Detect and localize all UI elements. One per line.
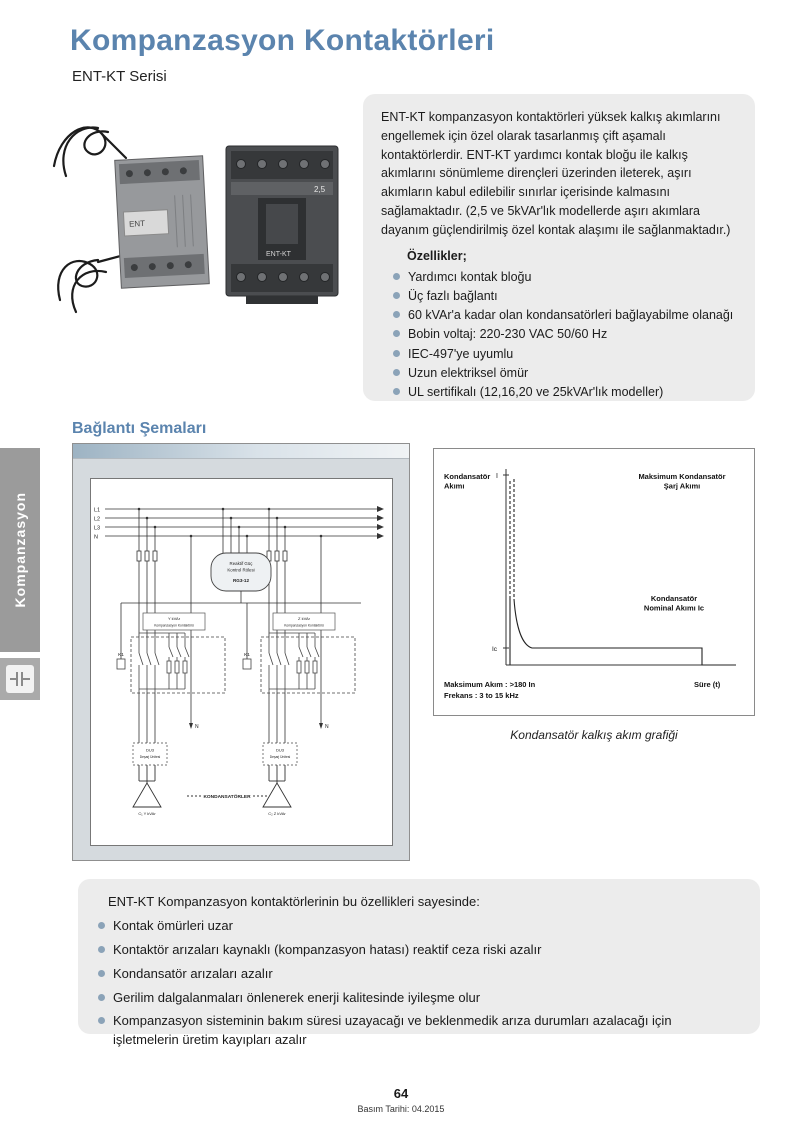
- graph-max-label-1: Maksimum Kondansatör: [638, 472, 726, 481]
- sidebar-tab-label: Kompanzasyon: [12, 492, 28, 608]
- product-photo-right-contactor: [226, 146, 338, 304]
- graph-caption: Kondansatör kalkış akım grafiği: [510, 728, 678, 742]
- k1-label-left: K1: [118, 653, 124, 658]
- graph-max-label-2: Şarj Akımı: [663, 481, 701, 491]
- bullet-icon: [393, 388, 400, 395]
- graph-nominal-label-2: Nominal Akımı Ic: [643, 603, 705, 613]
- k1-label-right: K1: [244, 653, 250, 658]
- capacitor-c1-label: C₁ Y kVAr: [138, 811, 156, 816]
- capacitor-c2-label: C₂ Z kVAr: [268, 811, 286, 816]
- feature-item: [393, 345, 737, 363]
- feature-item: [393, 268, 737, 286]
- relay-label-3: RG3-12: [232, 578, 250, 583]
- bullet-icon: [98, 946, 105, 953]
- feature-item: [393, 383, 737, 401]
- benefit-item: [98, 917, 740, 936]
- bullet-icon: [98, 970, 105, 977]
- relay-label-1: Reaktif Güç: [229, 561, 253, 566]
- bullet-icon: [393, 292, 400, 299]
- feature-text: IEC-497'ye uyumlu: [408, 346, 514, 361]
- benefits-box: [78, 879, 760, 1048]
- capacitor-icon: [6, 665, 34, 693]
- benefit-item: [98, 965, 740, 984]
- bullet-icon: [98, 1017, 105, 1024]
- contactor-y-label-2: Kompanzasyon Kontaktörü: [154, 623, 194, 628]
- discharge-unit-right: [263, 743, 297, 765]
- du3-right-label-1: DU3: [275, 747, 285, 753]
- phase-label-l3: L3: [94, 525, 101, 532]
- phase-label-l2: L2: [94, 516, 101, 523]
- bullet-icon: [393, 311, 400, 318]
- bullet-icon: [98, 922, 105, 929]
- benefit-text: Kontak ömürleri uzar: [113, 918, 233, 933]
- section-title-connection-diagrams: Bağlantı Şemaları: [72, 420, 207, 437]
- sidebar-category-icon-box: [0, 658, 40, 700]
- benefit-text: Gerilim dalgalanmaları önlenerek enerji kalitesinde iyileşme olur: [113, 989, 481, 1005]
- series-subtitle: ENT-KT Serisi: [72, 68, 167, 85]
- graph-ic-symbol: Ic: [492, 646, 498, 653]
- bullet-icon: [98, 994, 105, 1001]
- relay-label-2: Kontrol Rölesi: [227, 567, 255, 573]
- feature-text: Yardımcı kontak bloğu: [408, 270, 532, 284]
- neutral-label-right: N: [325, 724, 329, 730]
- feature-text: Bobin voltaj: 220-230 VAC 50/60 Hz: [408, 327, 608, 342]
- sidebar-tab-kompanzasyon[interactable]: [0, 448, 40, 652]
- benefit-item: [98, 1012, 740, 1050]
- feature-text: Uzun elektriksel ömür: [408, 365, 529, 380]
- phase-label-n: N: [94, 534, 98, 541]
- discharge-unit-left: [133, 743, 167, 765]
- page-title: Kompanzasyon Kontaktörleri: [70, 24, 495, 57]
- bullet-icon: [393, 273, 400, 280]
- graph-y-title-2: Akımı: [444, 481, 465, 491]
- benefit-text: Kontaktör arızaları kaynaklı (kompanzasyon hatası) reaktif ceza riski azalır: [113, 941, 542, 957]
- benefits-intro: ENT-KT Kompanzasyon kontaktörlerinin bu özellikleri sayesinde:: [108, 894, 480, 909]
- graph-i-symbol: I: [496, 473, 498, 480]
- product-photos: [46, 104, 358, 336]
- feature-text: UL sertifikalı (12,16,20 ve 25kVAr'lık modeller): [408, 384, 664, 399]
- contactor-z-label-2: Kompanzasyon Kontaktörü: [284, 623, 324, 628]
- page-number: 64: [393, 1086, 409, 1101]
- graph-y-title-1: Kondansatör: [444, 472, 491, 481]
- feature-text: Üç fazlı bağlantı: [408, 289, 498, 304]
- du3-left-label-1: DU3: [145, 747, 155, 753]
- du3-left-label-2: Deşarj Ünitesi: [139, 755, 161, 759]
- left-contactor-label: ENT: [128, 218, 146, 229]
- contactor-z-label-1: Z kVAr: [298, 616, 310, 621]
- bullet-icon: [393, 350, 400, 357]
- contactor-y-label-1: Y kVAr: [167, 616, 181, 621]
- graph-note-2: Frekans : 3 to 15 kHz: [444, 691, 519, 700]
- neutral-label-left: N: [195, 724, 199, 730]
- du3-right-label-2: Deşarj Ünitesi: [269, 755, 291, 759]
- wiring-diagram-box: [72, 443, 410, 861]
- product-description-box: [363, 94, 755, 401]
- feature-item: [393, 287, 737, 305]
- graph-nominal-label-1: Kondansatör: [650, 594, 698, 603]
- feature-item: [393, 364, 737, 382]
- benefit-item: [98, 989, 740, 1008]
- bullet-icon: [393, 369, 400, 376]
- bullet-icon: [393, 330, 400, 337]
- wire-leads: [54, 127, 128, 312]
- benefit-text: Kompanzasyon sisteminin bakım süresi uzayacağı ve beklenmedik arıza durumları azalacağı için işletmelerin üretim kayıpları azalır: [113, 1013, 672, 1048]
- product-photo-left-contactor: [115, 156, 210, 288]
- feature-item: [393, 325, 737, 343]
- feature-text: 60 kVAr'a kadar olan kondansatörleri bağlayabilme olanağı: [408, 308, 734, 323]
- phase-label-l1: L1: [94, 507, 101, 514]
- right-contactor-model: ENT-KT: [266, 251, 291, 258]
- graph-note-1: Maksimum Akım : >180 In: [444, 680, 536, 689]
- graph-x-label: Süre (t): [694, 680, 721, 689]
- product-description: ENT-KT kompanzasyon kontaktörleri yüksek kalkış akımlarını engellemek için özel olarak tasarlanmış çift aşamalı kontaktörlerdir. ENT-KT yardımcı kontak bloğu ile kalkış akımlarını sönümleme dirençleri üzerinden ileterek, aşırı akımların kabul edilebilir sınırlar içerisinde kalmasını sağlamaktadır. (2,5 ve 5kVAr'lık modellerde aşırı akımlara dayanım güçlendirilmiş özel kontak alaşımı ile sağlanmaktadır.): [381, 110, 731, 237]
- inrush-current-graph: [433, 448, 755, 716]
- capacitors-label: KONDANSATÖRLER: [203, 795, 251, 800]
- diagram-header-strip: [73, 444, 409, 459]
- features-title: Özellikler;: [407, 249, 467, 264]
- benefit-text: Kondansatör arızaları azalır: [113, 965, 273, 981]
- benefit-item: [98, 941, 740, 960]
- feature-item: [393, 306, 737, 324]
- wiring-schematic: [90, 478, 393, 846]
- product-photo-illustration: [46, 104, 358, 336]
- print-date: Basım Tarihi: 04.2015: [357, 1104, 445, 1114]
- right-contactor-rating: 2,5: [314, 185, 326, 194]
